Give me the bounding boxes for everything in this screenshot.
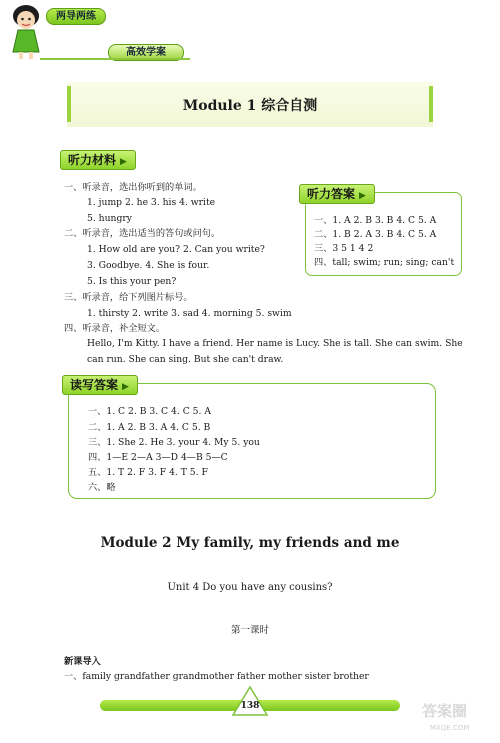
listening-answer-tag	[299, 184, 375, 204]
reading-answer-line6: 六、略	[88, 482, 116, 493]
reading-answer-line5: 五、1. T 2. F 3. F 4. T 5. F	[88, 467, 208, 478]
vocab-line: 一、family grandfather grandmother father mother sister brother	[64, 671, 369, 682]
brand-bottom-label: 高效学案	[108, 44, 184, 61]
listening-answer-tag-label: 听力答案	[307, 187, 356, 201]
reading-answer-tag	[62, 375, 138, 395]
module1-title: Module 1 综合自测	[182, 98, 318, 114]
section1-line2: 5. hungry	[87, 213, 132, 224]
listening-answer-line2: 二、1. B 2. A 3. B 4. C 5. A	[314, 229, 437, 240]
listening-material-tag	[60, 150, 136, 170]
reading-answer-line2: 二、1. A 2. B 3. A 4. C 5. B	[88, 422, 211, 433]
unit-title: Unit 4 Do you have any cousins?	[167, 582, 333, 593]
new-lesson-heading: 新课导入	[64, 656, 101, 667]
brand-top-label: 两导两练	[46, 8, 106, 25]
section2-heading: 二、听录音，选出适当的答句或问句。	[64, 228, 221, 239]
reading-answer-line4: 四、1—E 2—A 3—D 4—B 5—C	[88, 452, 228, 463]
module2-title: Module 2 My family, my friends and me	[100, 535, 400, 551]
section2-line2: 3. Goodbye. 4. She is four.	[87, 260, 210, 271]
page-number: 138	[240, 701, 260, 711]
section4-heading: 四、听录音，补全短文。	[64, 323, 166, 334]
section2-line1: 1. How old are you? 2. Can you write?	[87, 244, 265, 255]
watermark-url: MXQE.COM	[430, 724, 470, 732]
section2-line3: 5. Is this your pen?	[87, 276, 177, 287]
section1-line1: 1. jump 2. he 3. his 4. write	[87, 197, 216, 208]
arrow-right-icon: ▶	[359, 191, 366, 201]
listening-answer-line1: 一、1. A 2. B 3. B 4. C 5. A	[314, 215, 437, 226]
reading-answer-line3: 三、1. She 2. He 3. your 4. My 5. you	[88, 437, 260, 448]
section4-paragraph: Hello, I'm Kitty. I have a friend. Her name is Lucy. She is tall. She can swim. She can run. She can sing. But she can't draw.	[87, 338, 463, 365]
listening-answer-line3: 三、3 5 1 4 2	[314, 243, 374, 254]
mascot-girl-icon	[6, 2, 46, 62]
lesson-title: 第一课时	[230, 625, 269, 636]
arrow-right-icon: ▶	[122, 382, 129, 392]
reading-answer-line1: 一、1. C 2. B 3. C 4. C 5. A	[88, 406, 211, 417]
arrow-right-icon: ▶	[120, 157, 127, 167]
watermark: 答案圈	[422, 702, 468, 720]
section3-heading: 三、听录音，给下列图片标号。	[64, 292, 193, 303]
header-rule	[40, 58, 190, 60]
reading-answer-tag-label: 读写答案	[70, 378, 119, 392]
section1-heading: 一、听录音，选出你听到的单词。	[64, 182, 202, 193]
section3-line1: 1. thirsty 2. write 3. sad 4. morning 5. swim	[87, 308, 292, 319]
listening-answer-line4: 四、tall; swim; run; sing; can't	[314, 257, 455, 268]
listening-material-tag-label: 听力材料	[68, 153, 117, 167]
